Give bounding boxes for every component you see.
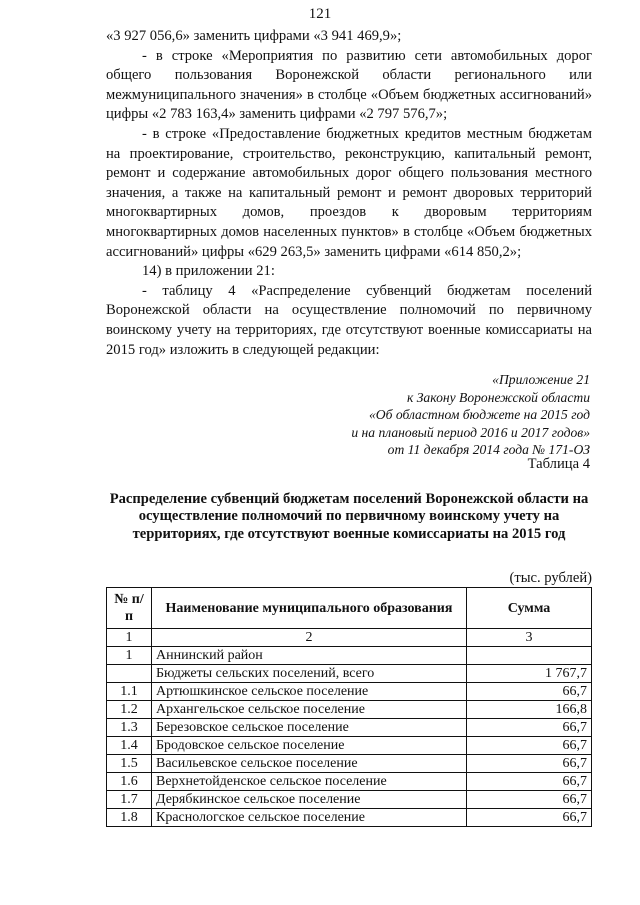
row-name: Архангельское сельское поселение [152, 701, 467, 719]
paragraph: - в строке «Мероприятия по развитию сети автомобильных дорог общего пользования Воронежской области регионального или межмуниципального значения» в столбце «Объем бюджетных ассигнований» цифры «2 783 163,4» заменить цифрами «2 797 576,7»; [106, 47, 592, 123]
appendix-line: «Об областном бюджете на 2015 год [369, 407, 590, 422]
row-num: 1.3 [107, 719, 152, 737]
row-num: 1.6 [107, 773, 152, 791]
table-title: Распределение субвенций бюджетам поселений Воронежской области на осуществление полномочий по первичному воинскому учету на территориях, где отсутствуют военные комиссариаты на 2015 год [109, 491, 589, 542]
row-sum: 66,7 [467, 755, 592, 773]
appendix-reference [351, 371, 590, 459]
table-row [107, 701, 592, 719]
table-label: Таблица 4 [527, 456, 590, 472]
row-num: 1.2 [107, 701, 152, 719]
appendix-line: «Приложение 21 [492, 372, 590, 387]
row-name: Дерябкинское сельское поселение [152, 791, 467, 809]
appendix-line: и на плановый период 2016 и 2017 годов» [351, 424, 590, 440]
table-header-row [107, 588, 592, 629]
units-label: (тыс. рублей) [509, 570, 592, 586]
row-num: 1.4 [107, 737, 152, 755]
header-sum: Сумма [467, 588, 592, 629]
row-sum: 66,7 [467, 719, 592, 737]
appendix-line: от 11 декабря 2014 года № 171-ОЗ [387, 442, 590, 457]
row-name: Бюджеты сельских поселений, всего [152, 665, 467, 683]
row-name: Верхнетойденское сельское поселение [152, 773, 467, 791]
row-num [107, 665, 152, 683]
table-row [107, 665, 592, 683]
table-row [107, 809, 592, 827]
body-text [106, 27, 592, 360]
page-number: 121 [308, 6, 332, 22]
row-sum: 166,8 [467, 701, 592, 719]
row-num: 1 [107, 647, 152, 665]
table-row [107, 647, 592, 665]
appendix-line: к Закону Воронежской области [406, 389, 590, 405]
header-num: № п/п [107, 588, 152, 629]
paragraph: 14) в приложении 21: [142, 263, 275, 280]
row-sum: 66,7 [467, 809, 592, 827]
row-name: Васильевское сельское поселение [152, 755, 467, 773]
row-num: 1.7 [107, 791, 152, 809]
header-name: Наименование муниципального образования [152, 588, 467, 629]
row-name: Аннинский район [152, 647, 467, 665]
row-num: 1.1 [107, 683, 152, 701]
paragraph: - таблицу 4 «Распределение субвенций бюджетам поселений Воронежской области на осуществление полномочий по первичному воинскому учету на территориях, где отсутствуют военные комиссариаты на 2015 год» изложить в следующей редакции: [106, 282, 592, 358]
table-row [107, 791, 592, 809]
row-sum [467, 647, 592, 665]
column-index-row [107, 629, 592, 647]
table-row [107, 719, 592, 737]
row-name: Березовское сельское поселение [152, 719, 467, 737]
row-sum: 66,7 [467, 737, 592, 755]
table-cell: 2 [152, 629, 467, 647]
row-sum: 66,7 [467, 791, 592, 809]
paragraph: - в строке «Предоставление бюджетных кредитов местным бюджетам на проектирование, строительство, реконструкцию, капитальный ремонт, ремонт и содержание автомобильных дорог общего пользования местного значения, а также на капитальный ремонт и ремонт дворовых территорий многоквартирных домов, проездов к дворовым территориям многоквартирных домов населенных пунктов» в столбце «Объем бюджетных ассигнований» цифры «629 263,5» заменить цифрами «614 850,2»; [106, 125, 592, 260]
row-sum: 1 767,7 [467, 665, 592, 683]
table-row [107, 737, 592, 755]
row-sum: 66,7 [467, 683, 592, 701]
table-cell: 1 [107, 629, 152, 647]
table-row [107, 683, 592, 701]
table-row [107, 755, 592, 773]
paragraph: «3 927 056,6» заменить цифрами «3 941 469,9»; [106, 28, 402, 44]
row-name: Бродовское сельское поселение [152, 737, 467, 755]
row-name: Краснологское сельское поселение [152, 809, 467, 827]
row-sum: 66,7 [467, 773, 592, 791]
row-num: 1.5 [107, 755, 152, 773]
row-num: 1.8 [107, 809, 152, 827]
row-name: Артюшкинское сельское поселение [152, 683, 467, 701]
table-row [107, 773, 592, 791]
table-cell: 3 [467, 629, 592, 647]
subsidy-table [106, 587, 592, 827]
